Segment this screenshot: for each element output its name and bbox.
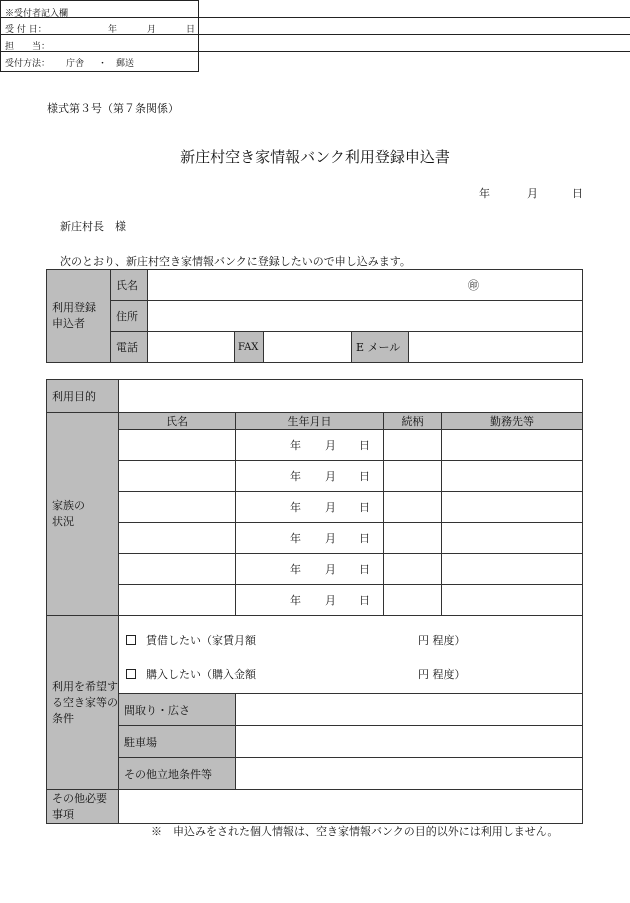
family-name-field[interactable]: [119, 461, 236, 492]
table-row: [47, 554, 583, 585]
name-field[interactable]: [148, 270, 583, 301]
addressee: 新庄村長 様: [60, 220, 126, 233]
purpose-label: 利用目的: [47, 380, 119, 413]
table-row: [47, 585, 583, 616]
parking-label: 駐車場: [119, 726, 236, 758]
applicant-table: [46, 269, 583, 363]
rent-option[interactable]: 賃借したい（家賃月額: [126, 632, 256, 648]
rent-checkbox[interactable]: [126, 635, 136, 645]
main-table: [46, 379, 583, 824]
intro-text: 次のとおり、新庄村空き家情報バンクに登録したいので申し込みます。: [60, 255, 411, 268]
family-birth-field[interactable]: 年 月 日: [236, 554, 384, 585]
date-year: 年: [479, 187, 490, 200]
family-work-field[interactable]: [442, 585, 583, 616]
table-row: [47, 430, 583, 461]
date-month: 月: [527, 187, 538, 200]
footnote: ※ 申込みをされた個人情報は、空き家情報バンクの目的以外には利用しません。: [151, 825, 559, 838]
phone-label: 電話: [111, 332, 148, 363]
receipt-date-label: 受 付 日：: [5, 25, 47, 35]
receipt-method-label: 受付方法：: [5, 59, 51, 69]
receipt-day: 日: [186, 25, 196, 35]
family-birth-field[interactable]: 年 月 日: [236, 585, 384, 616]
address-field[interactable]: [148, 301, 583, 332]
seal-mark: ㊞: [468, 279, 479, 292]
table-row: [47, 492, 583, 523]
receipt-method-dot: ・: [98, 59, 108, 69]
family-birth-field[interactable]: 年 月 日: [236, 523, 384, 554]
family-birth-field[interactable]: 年 月 日: [236, 461, 384, 492]
other-site-field[interactable]: [236, 758, 583, 790]
family-header-birth: 生年月日: [236, 413, 384, 430]
parking-field[interactable]: [236, 726, 583, 758]
family-relation-field[interactable]: [384, 554, 442, 585]
family-header-work: 勤務先等: [442, 413, 583, 430]
family-name-field[interactable]: [119, 523, 236, 554]
buy-suffix: 円 程度）: [418, 668, 466, 681]
receipt-method-counter: 庁舎: [66, 59, 85, 69]
fax-label: FAX: [235, 332, 264, 363]
receipt-box: [0, 0, 199, 72]
applicant-section-label: 利用登録申込者: [47, 270, 111, 363]
family-name-field[interactable]: [119, 554, 236, 585]
name-label: 氏名: [111, 270, 148, 301]
other-field[interactable]: [119, 790, 583, 824]
form-number: 様式第３号（第７条関係）: [47, 102, 179, 115]
rent-suffix: 円 程度）: [418, 634, 466, 647]
other-site-label: その他立地条件等: [119, 758, 236, 790]
family-work-field[interactable]: [442, 523, 583, 554]
family-relation-field[interactable]: [384, 523, 442, 554]
family-work-field[interactable]: [442, 461, 583, 492]
other-section-label: その他必要事項: [47, 790, 119, 824]
family-header-name: 氏名: [119, 413, 236, 430]
family-birth-field[interactable]: 年 月 日: [236, 492, 384, 523]
family-name-field[interactable]: [119, 430, 236, 461]
family-section-label: 家族の状況: [47, 413, 119, 616]
family-header-relation: 続柄: [384, 413, 442, 430]
buy-checkbox[interactable]: [126, 669, 136, 679]
family-work-field[interactable]: [442, 492, 583, 523]
email-label: E メール: [352, 332, 409, 363]
receipt-year: 年: [108, 25, 118, 35]
receipt-method-mail: 郵送: [116, 59, 135, 69]
page-title: 新庄村空き家情報バンク利用登録申込書: [180, 148, 450, 166]
receipt-month: 月: [147, 25, 157, 35]
family-name-field[interactable]: [119, 585, 236, 616]
family-relation-field[interactable]: [384, 461, 442, 492]
family-work-field[interactable]: [442, 554, 583, 585]
address-label: 住所: [111, 301, 148, 332]
buy-option[interactable]: 購入したい（購入金額: [126, 666, 256, 682]
purchase-type-options: [119, 616, 583, 694]
layout-label: 間取り・広さ: [119, 694, 236, 726]
phone-field[interactable]: [148, 332, 235, 363]
family-relation-field[interactable]: [384, 492, 442, 523]
receipt-title: ※受付者記入欄: [5, 9, 69, 19]
table-row: [47, 461, 583, 492]
family-birth-field[interactable]: 年 月 日: [236, 430, 384, 461]
date-day: 日: [572, 187, 583, 200]
family-relation-field[interactable]: [384, 430, 442, 461]
layout-field[interactable]: [236, 694, 583, 726]
purpose-field[interactable]: [119, 380, 583, 413]
fax-field[interactable]: [264, 332, 352, 363]
conditions-section-label: 利用を希望する空き家等の条件: [47, 616, 119, 790]
table-row: [47, 523, 583, 554]
family-work-field[interactable]: [442, 430, 583, 461]
receipt-staff-label: 担 当：: [5, 42, 51, 52]
family-name-field[interactable]: [119, 492, 236, 523]
email-field[interactable]: [409, 332, 583, 363]
family-relation-field[interactable]: [384, 585, 442, 616]
